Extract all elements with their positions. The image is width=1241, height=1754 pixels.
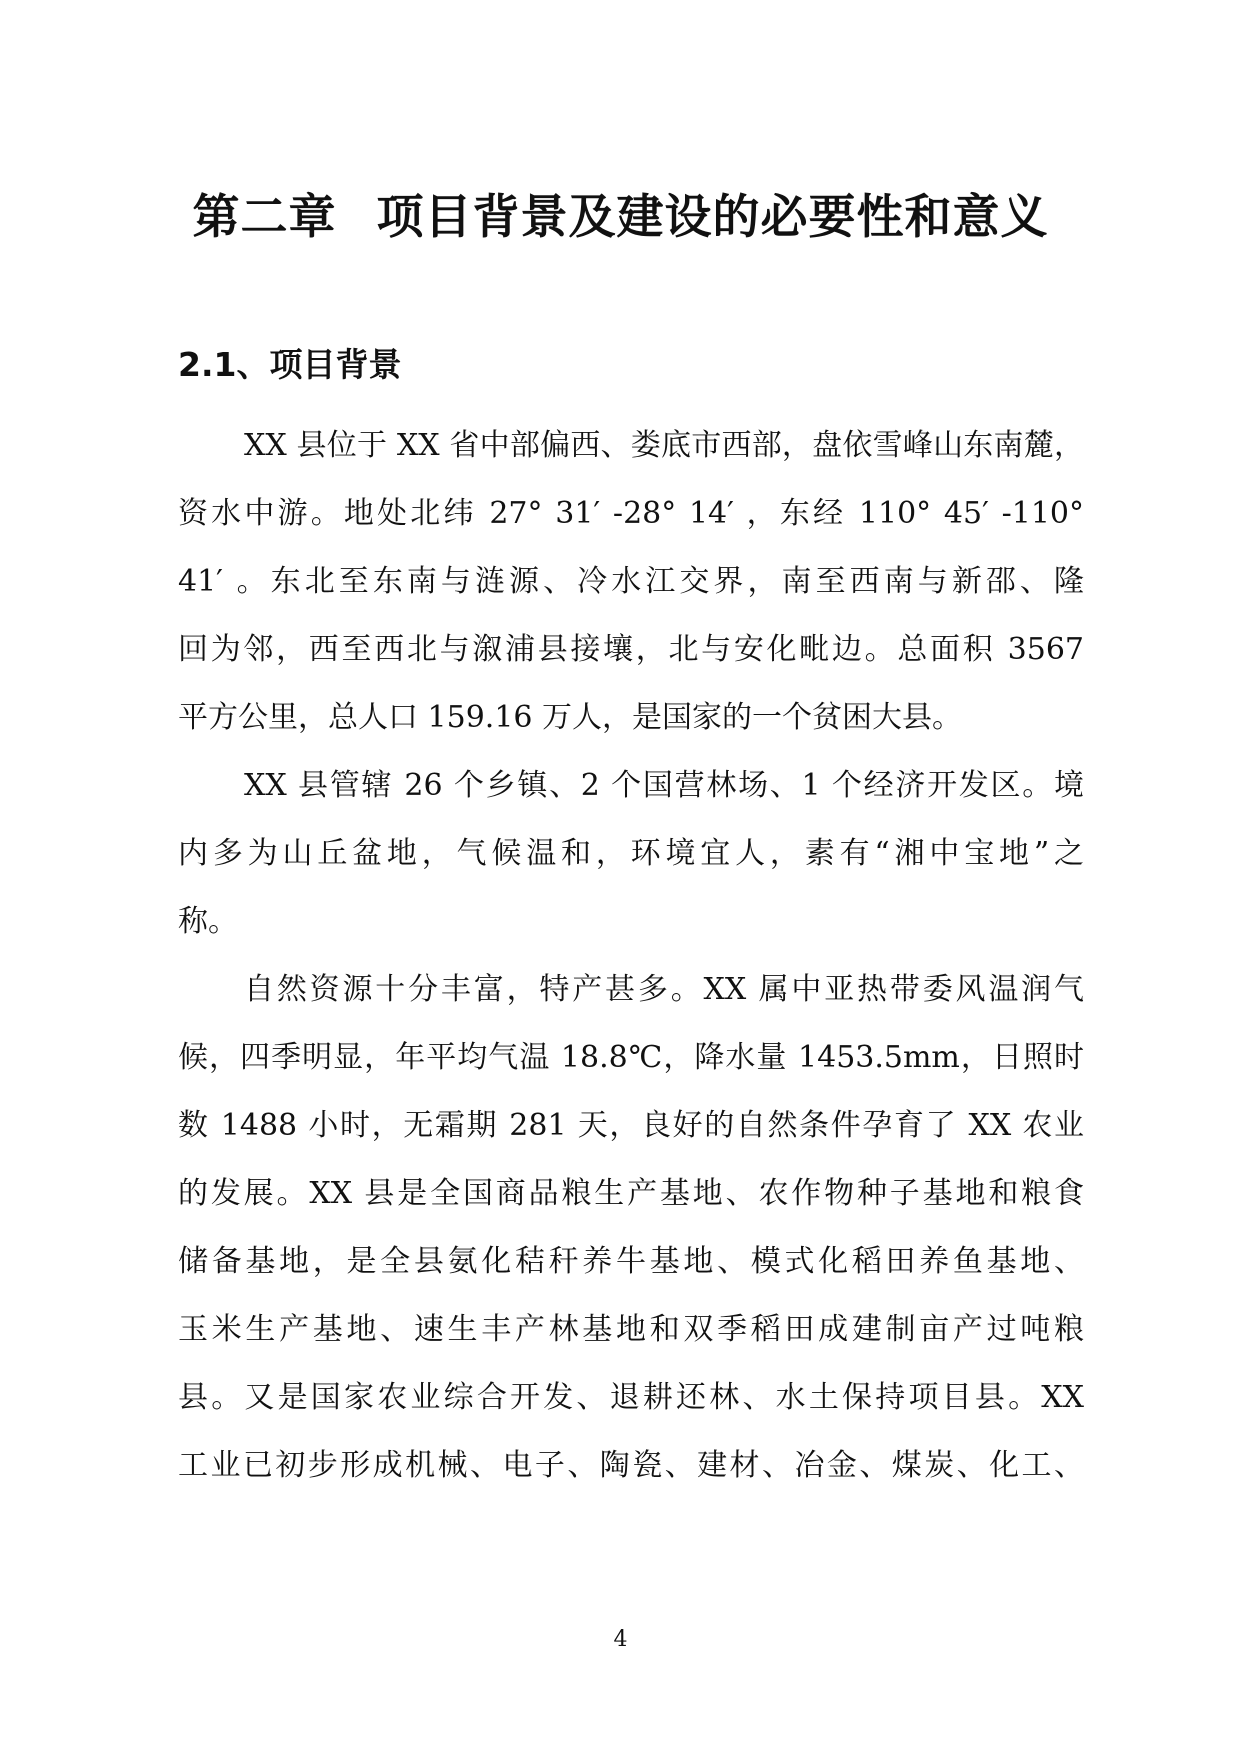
paragraph-1-line-2: 资水中游。地处北纬 27° 31′ -28° 14′ ，东经 110° 45′ -110° [178, 496, 1084, 531]
chapter-heading-text: 项目背景及建设的必要性和意义 [376, 190, 1049, 245]
section-title: 2.1、项目背景 [178, 345, 402, 384]
paragraph-1-line-1: XX 县位于 XX 省中部偏西、娄底市西部，盘依雪峰山东南麓， [244, 428, 1084, 463]
paragraph-3-line-1: 自然资源十分丰富，特产甚多。XX 属中亚热带委风温润气 [244, 972, 1084, 1007]
chapter-title [0, 188, 1241, 248]
paragraph-1-line-4: 回为邻，西至西北与溆浦县接壤，北与安化毗边。总面积 3567 [178, 632, 1084, 667]
paragraph-3-line-6: 玉米生产基地、速生丰产林基地和双季稻田成建制亩产过吨粮 [178, 1312, 1084, 1347]
paragraph-3-line-5: 储备基地，是全县氨化秸秆养牛基地、模式化稻田养鱼基地、 [178, 1244, 1084, 1279]
paragraph-3-line-7: 县。又是国家农业综合开发、退耕还林、水土保持项目县。XX [178, 1380, 1084, 1415]
paragraph-2-line-3: 称。 [178, 904, 238, 939]
paragraph-1-line-5: 平方公里，总人口 159.16 万人，是国家的一个贫困大县。 [178, 700, 963, 735]
paragraph-3-line-4: 的发展。XX 县是全国商品粮生产基地、农作物种子基地和粮食 [178, 1176, 1084, 1211]
paragraph-2-line-1: XX 县管辖 26 个乡镇、2 个国营林场、1 个经济开发区。境 [244, 768, 1084, 803]
paragraph-2-line-2: 内多为山丘盆地，气候温和，环境宜人，素有“湘中宝地”之 [178, 836, 1084, 871]
page-number: 4 [613, 1627, 628, 1652]
paragraph-3-line-8: 工业已初步形成机械、电子、陶瓷、建材、冶金、煤炭、化工、 [178, 1448, 1084, 1483]
chapter-number: 第二章 [192, 190, 337, 245]
body-text [178, 412, 1084, 1500]
paragraph-3-line-3: 数 1488 小时，无霜期 281 天，良好的自然条件孕育了 XX 农业 [178, 1108, 1084, 1143]
paragraph-1-line-3: 41′ 。东北至东南与涟源、冷水江交界，南至西南与新邵、隆 [178, 564, 1084, 599]
paragraph-3-line-2: 候，四季明显，年平均气温 18.8℃，降水量 1453.5mm，日照时 [178, 1040, 1084, 1075]
